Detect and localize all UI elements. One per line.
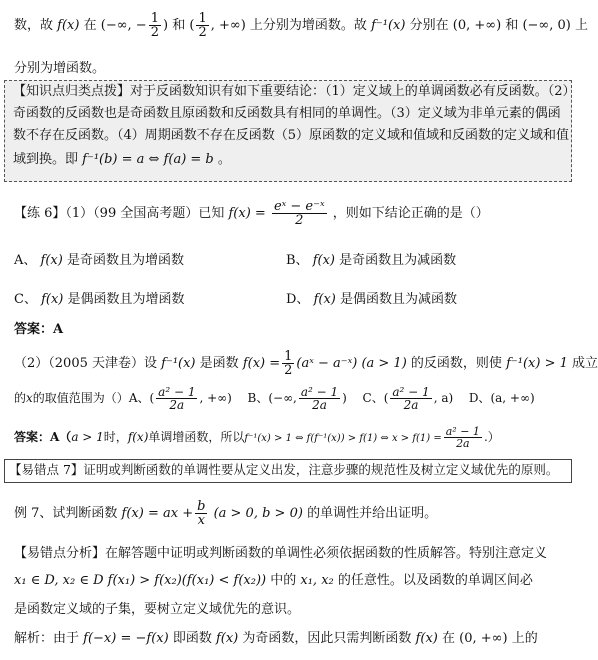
fraction: $\frac{1}{2}$: [150, 11, 159, 40]
math-interval: ): [162, 18, 169, 33]
text: 数，故: [14, 18, 54, 33]
knowledge-box: [4, 80, 576, 182]
analysis-row: x₁ ∈ D, x₂ ∈ D f(x₁) > f(x₂)(f(x₁) < f(x₂)) 中的 x₁, x₂ 的任意性。以及函数的单调区间必: [14, 573, 533, 588]
answer-6-2: 答案：A（a > 1时，f(x)单调增函数，所以f⁻¹(x) > 1 ⇔ f(f⁻¹(x)) > f(1) ⇔ x > f(1) = $\frac{\text{a² − 1}}{2a}$ .）: [14, 425, 500, 450]
text: 分别在: [409, 18, 449, 33]
example-7: 例 7、试判断函数 f(x) = ax + $\frac{b}{x}$ (a > 0, b > 0) 的单调性并给出证明。: [14, 499, 438, 528]
knowledge-row: 奇函数的反函数也是奇函数且原函数和反函数具有相同的单调性。（3）定义域为非单元素的偶函: [13, 106, 561, 121]
fraction: $\frac{\text{eˣ − e⁻ˣ}}{2}$: [273, 199, 325, 228]
option-c: C、: [362, 391, 384, 405]
continuation-line: [14, 11, 589, 40]
math-finv: f⁻¹(x): [371, 18, 406, 33]
math-interval: (−∞, 0): [522, 18, 571, 33]
option-a: A、 f(x) 是奇函数且为增函数: [14, 253, 184, 268]
fraction: $\frac{1}{2}$: [198, 11, 207, 40]
math-interval: (−∞, −: [100, 18, 147, 33]
math-fx: f(x) =: [228, 206, 266, 221]
text: 在: [83, 18, 97, 33]
math-fx: f(x): [57, 18, 80, 33]
math-interval: (: [189, 18, 195, 33]
continuation-line-2: 分别为增函数。: [14, 61, 106, 76]
math-equivalence: f⁻¹(b) = a ⇔ f(a) = b: [82, 152, 214, 167]
option-b: B、 f(x) 是奇函数且为减函数: [286, 253, 457, 268]
knowledge-row: 数不存在反函数。（4）周期函数不存在反函数（5）原函数的定义域和值域和反函数的定义域和值: [13, 128, 570, 143]
answer-6-1: 答案：A: [14, 322, 64, 337]
text: 上: [575, 18, 589, 33]
mistake-7-box: [4, 459, 572, 483]
option-c: C、 f(x) 是偶函数且为增函数: [14, 292, 185, 307]
text: 和: [172, 18, 186, 33]
text: 和: [505, 18, 519, 33]
knowledge-row: 域到换。即 f⁻¹(b) = a ⇔ f(a) = b 。: [13, 152, 231, 167]
option-d: D、 f(x) 是偶函数且为减函数: [286, 292, 458, 307]
math-interval: , +∞): [210, 18, 246, 33]
solution-row: 解析：由于 f(−x) = −f(x) 即函数 f(x) 为奇函数，因此只需判断函数 f(x) 在 (0, +∞) 上的: [14, 631, 538, 646]
option-b: B、: [247, 391, 269, 405]
analysis-row: 【易错点分析】在解答题中证明或判断函数的单调性必须依据函数的性质解答。特别注意定义: [14, 546, 548, 561]
option-a: A、: [128, 391, 150, 405]
exercise-6-2-question: （2）（2005 天津卷）设 f⁻¹(x) 是函数 f(x) = $\frac{1}{2}$ (aˣ − a⁻ˣ) (a > 1) 的反函数，则使 f⁻¹(x) > 1 成立: [14, 349, 598, 378]
analysis-row: 是函数定义域的子集，要树立定义域优先的意识。: [14, 602, 301, 617]
knowledge-row: 【知识点归类点拨】对于反函数知识有如下重要结论：（1）定义域上的单调函数必有反函数。（2）: [13, 84, 576, 99]
math-interval: (0, +∞): [452, 18, 502, 33]
text: 上分别为增函数。故: [249, 18, 367, 33]
exercise-6-question: 【练 6】（1）（99 全国高考题）已知 f(x) = $\frac{\text{eˣ − e⁻ˣ}}{2}$ ，则如下结论正确的是（）: [14, 199, 489, 228]
mistake-7-text: 【易错点 7】证明或判断函数的单调性要从定义出发，注意步骤的规范性及树立定义域优先的原则。: [9, 462, 559, 477]
option-d: D、: [468, 391, 491, 405]
exercise-6-2-options: 的x的取值范围为（）A、( $\frac{\text{a² − 1}}{2a}$ , +∞) B、(−∞, $\frac{\text{a² − 1}}{2a}$ ) C、( $\frac{\text{a² − 1}}{2a}$ , a) D、(a, +∞): [14, 385, 535, 412]
fraction: $\frac{1}{2}$: [284, 349, 293, 378]
